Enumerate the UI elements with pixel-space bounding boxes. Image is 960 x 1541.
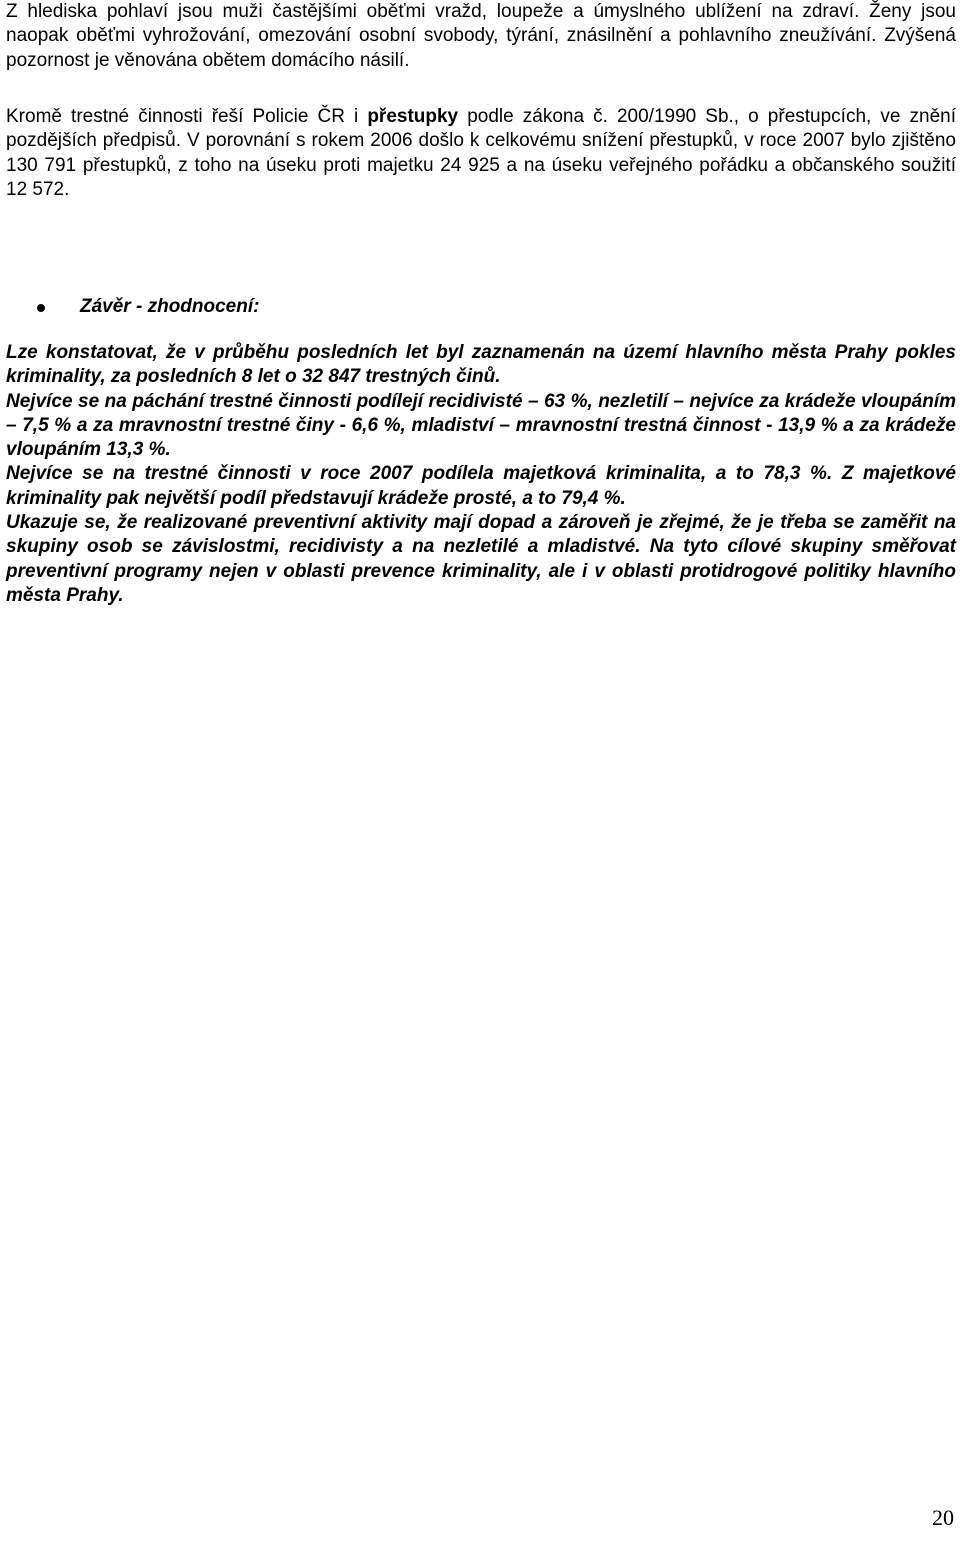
section-heading-row	[6, 295, 956, 321]
page-number: 20	[932, 1505, 954, 1530]
paragraph-offences	[6, 105, 956, 202]
offences-text-part1: Kromě trestné činnosti řeší Policie ČR i	[6, 106, 368, 127]
conclusion-paragraph: Nejvíce se na páchání trestné činnosti podílejí recidivisté – 63 %, nezletilí – nejvíce za krádeže vloupáním – 7,5 % a za mravnostní trestné činy - 6,6 %, mladiství – mravnostní trestná činnost - 13,9 % a za krádeže vloupáním 13,3 %.	[6, 390, 956, 461]
paragraph-victims: Z hlediska pohlaví jsou muži častějšími oběťmi vražd, loupeže a úmyslného ublížení na zdraví. Ženy jsou naopak oběťmi vyhrožování, omezování osobní svobody, týrání, znásilnění a pohlavního zneužívání. Zvýšená pozornost je věnována obětem domácího násilí.	[6, 1, 956, 71]
conclusion-paragraph: Nejvíce se na trestné činnosti v roce 2007 podílela majetková kriminalita, a to 78,3 %. Z majetkové kriminality pak největší podíl představují krádeže prosté, a to 79,4 %.	[6, 463, 956, 509]
bullet-icon	[37, 304, 45, 312]
conclusion-paragraph: Ukazuje se, že realizované preventivní aktivity mají dopad a zároveň je zřejmé, že je třeba se zaměřit na skupiny osob se závislostmi, recidivisty a na nezletilé a mladistvé. Na tyto cílové skupiny směřovat preventivní programy nejen v oblasti prevence kriminality, ale i v oblasti protidrogové politiky hlavního města Prahy.	[6, 512, 956, 606]
conclusion-paragraph: Lze konstatovat, že v průběhu posledních let byl zaznamenán na území hlavního města Prahy pokles kriminality, za posledních 8 let o 32 847 trestných činů.	[6, 342, 956, 388]
section-heading: Závěr - zhodnocení:	[80, 296, 260, 317]
conclusion-block	[6, 341, 956, 608]
offences-bold-term: přestupky	[367, 106, 459, 127]
offences-text-part2: podle zákona č. 200/1990 Sb., o přestupcích, ve znění pozdějších předpisů. V porovnání s rokem 2006 došlo k celkovému snížení přestupků, v roce 2007 bylo zjištěno 130 791 přestupků, z toho na úseku proti majetku 24 925 a na úseku veřejného pořádku a občanského soužití 12 572.	[6, 106, 956, 200]
